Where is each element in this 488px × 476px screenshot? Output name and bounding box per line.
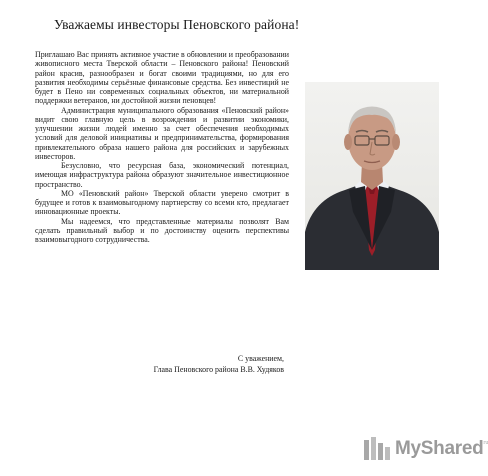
portrait-illustration <box>305 82 439 270</box>
paragraph-2: Администрация муниципального образования «Пеновский район» видит свою главную цель в возрождении и развитии экономики, улучшении жизни людей именно за счет обеспечения необходимых условий для деловой инициативы и предпринимательства, формирования привлекательного образа нашего района для российских и зарубежных инвесторов. <box>35 105 289 161</box>
myshared-logo-icon <box>362 434 392 464</box>
watermark <box>362 434 488 464</box>
watermark-superscript: ru <box>483 440 488 446</box>
page-title: Уважаемы инвесторы Пеновского района! <box>54 17 300 32</box>
signature-block <box>154 354 284 375</box>
letter-body <box>35 50 289 244</box>
closing-line: С уважением, <box>237 354 284 363</box>
paragraph-4: МО «Пеновский район» Тверской области уверено смотрит в будущее и готов к взаимовыгодному партнерству со всеми кто, предлагает инновационные проекты. <box>35 188 289 217</box>
watermark-text: MyShared <box>395 438 484 459</box>
portrait-photo <box>305 82 439 270</box>
paragraph-1: Приглашаю Вас принять активное участие в обновлении и преобразовании живописного места Тверской области – Пеновского района! Пеновский район красив, разнообразен и богат своими традициями, но для его развития необходимы серьёзные финансовые средства. Без инвестиций не будет в Пено ни современных социальных объектов, ни материальной поддержки ветеранов, ни достойной жизни пеновцев! <box>35 50 289 106</box>
paragraph-5: Мы надеемся, что представленные материалы позволят Вам сделать правильный выбор и по достоинству оценить перспективы взаимовыгодного сотрудничества. <box>35 216 289 244</box>
signature-line: Глава Пеновского района В.В. Худяков <box>153 364 284 374</box>
paragraph-3: Безусловно, что ресурсная база, экономический потенциал, имеющая инфраструктура района образуют значительное инвестиционное пространство. <box>35 161 289 189</box>
